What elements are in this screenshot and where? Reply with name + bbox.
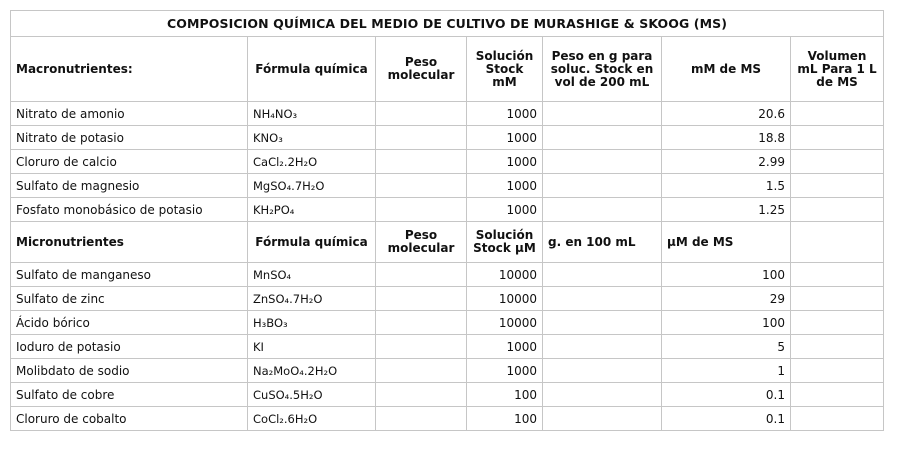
ms-concentration-value: 1 bbox=[662, 359, 791, 383]
table-row bbox=[11, 126, 884, 150]
header-micronutrients: Micronutrientes bbox=[11, 222, 248, 263]
stock-weight-cell bbox=[543, 126, 662, 150]
stock-weight-cell bbox=[543, 150, 662, 174]
molecular-weight-cell bbox=[376, 335, 467, 359]
molecular-weight-cell bbox=[376, 174, 467, 198]
molecular-weight-cell bbox=[376, 126, 467, 150]
ms-concentration-value: 18.8 bbox=[662, 126, 791, 150]
stock-solution-value: 100 bbox=[467, 383, 543, 407]
chemical-formula: CoCl₂.6H₂O bbox=[248, 407, 376, 431]
stock-solution-value: 100 bbox=[467, 407, 543, 431]
stock-weight-cell bbox=[543, 335, 662, 359]
volume-cell bbox=[791, 407, 884, 431]
volume-cell bbox=[791, 383, 884, 407]
ms-composition-table bbox=[10, 10, 884, 431]
stock-weight-cell bbox=[543, 311, 662, 335]
stock-weight-cell bbox=[543, 383, 662, 407]
macronutrients-header-row bbox=[11, 37, 884, 102]
molecular-weight-cell bbox=[376, 383, 467, 407]
molecular-weight-cell bbox=[376, 263, 467, 287]
stock-weight-cell bbox=[543, 287, 662, 311]
table-row bbox=[11, 198, 884, 222]
molecular-weight-cell bbox=[376, 150, 467, 174]
chemical-formula: KH₂PO₄ bbox=[248, 198, 376, 222]
compound-name: Nitrato de amonio bbox=[11, 102, 248, 126]
header-mm-of-ms: mM de MS bbox=[662, 37, 791, 102]
stock-solution-value: 10000 bbox=[467, 263, 543, 287]
stock-solution-value: 1000 bbox=[467, 174, 543, 198]
compound-name: Cloruro de calcio bbox=[11, 150, 248, 174]
chemical-formula: MgSO₄.7H₂O bbox=[248, 174, 376, 198]
header-volume-per-liter: Volumen mL Para 1 L de MS bbox=[791, 37, 884, 102]
ms-concentration-value: 0.1 bbox=[662, 383, 791, 407]
volume-cell bbox=[791, 359, 884, 383]
ms-concentration-value: 20.6 bbox=[662, 102, 791, 126]
chemical-formula: ZnSO₄.7H₂O bbox=[248, 287, 376, 311]
volume-cell bbox=[791, 102, 884, 126]
stock-weight-cell bbox=[543, 359, 662, 383]
header-um-of-ms: µM de MS bbox=[662, 222, 791, 263]
table-row bbox=[11, 174, 884, 198]
molecular-weight-cell bbox=[376, 311, 467, 335]
molecular-weight-cell bbox=[376, 287, 467, 311]
compound-name: Sulfato de magnesio bbox=[11, 174, 248, 198]
header-molecular-weight: Peso molecular bbox=[376, 37, 467, 102]
stock-solution-value: 1000 bbox=[467, 150, 543, 174]
stock-solution-value: 1000 bbox=[467, 359, 543, 383]
stock-weight-cell bbox=[543, 263, 662, 287]
micronutrients-header-row bbox=[11, 222, 884, 263]
stock-solution-value: 1000 bbox=[467, 198, 543, 222]
ms-concentration-value: 1.5 bbox=[662, 174, 791, 198]
stock-solution-value: 10000 bbox=[467, 311, 543, 335]
chemical-formula: NH₄NO₃ bbox=[248, 102, 376, 126]
ms-concentration-value: 100 bbox=[662, 263, 791, 287]
volume-cell bbox=[791, 311, 884, 335]
compound-name: Ácido bórico bbox=[11, 311, 248, 335]
stock-weight-cell bbox=[543, 407, 662, 431]
compound-name: Nitrato de potasio bbox=[11, 126, 248, 150]
ms-concentration-value: 0.1 bbox=[662, 407, 791, 431]
compound-name: Molibdato de sodio bbox=[11, 359, 248, 383]
volume-cell bbox=[791, 263, 884, 287]
molecular-weight-cell bbox=[376, 198, 467, 222]
molecular-weight-cell bbox=[376, 102, 467, 126]
ms-concentration-value: 29 bbox=[662, 287, 791, 311]
ms-concentration-value: 2.99 bbox=[662, 150, 791, 174]
ms-concentration-value: 1.25 bbox=[662, 198, 791, 222]
chemical-formula: H₃BO₃ bbox=[248, 311, 376, 335]
header-empty bbox=[791, 222, 884, 263]
chemical-formula: CaCl₂.2H₂O bbox=[248, 150, 376, 174]
molecular-weight-cell bbox=[376, 359, 467, 383]
stock-weight-cell bbox=[543, 102, 662, 126]
stock-solution-value: 10000 bbox=[467, 287, 543, 311]
table-row bbox=[11, 102, 884, 126]
volume-cell bbox=[791, 198, 884, 222]
header-molecular-weight: Peso molecular bbox=[376, 222, 467, 263]
compound-name: Sulfato de zinc bbox=[11, 287, 248, 311]
compound-name: Fosfato monobásico de potasio bbox=[11, 198, 248, 222]
table-row bbox=[11, 359, 884, 383]
ms-composition-table-container bbox=[10, 10, 884, 431]
header-stock-solution: Solución Stock mM bbox=[467, 37, 543, 102]
table-row bbox=[11, 287, 884, 311]
chemical-formula: Na₂MoO₄.2H₂O bbox=[248, 359, 376, 383]
table-row bbox=[11, 311, 884, 335]
title-row bbox=[11, 11, 884, 37]
ms-concentration-value: 100 bbox=[662, 311, 791, 335]
table-row bbox=[11, 383, 884, 407]
chemical-formula: KNO₃ bbox=[248, 126, 376, 150]
compound-name: Sulfato de cobre bbox=[11, 383, 248, 407]
compound-name: Cloruro de cobalto bbox=[11, 407, 248, 431]
header-chemical-formula: Fórmula química bbox=[248, 222, 376, 263]
ms-concentration-value: 5 bbox=[662, 335, 791, 359]
stock-weight-cell bbox=[543, 198, 662, 222]
volume-cell bbox=[791, 126, 884, 150]
stock-weight-cell bbox=[543, 174, 662, 198]
table-title: COMPOSICION QUÍMICA DEL MEDIO DE CULTIVO DE MURASHIGE & SKOOG (MS) bbox=[11, 11, 884, 37]
molecular-weight-cell bbox=[376, 407, 467, 431]
header-stock-solution: Solución Stock µM bbox=[467, 222, 543, 263]
chemical-formula: CuSO₄.5H₂O bbox=[248, 383, 376, 407]
chemical-formula: MnSO₄ bbox=[248, 263, 376, 287]
compound-name: Ioduro de potasio bbox=[11, 335, 248, 359]
volume-cell bbox=[791, 287, 884, 311]
volume-cell bbox=[791, 150, 884, 174]
table-row bbox=[11, 335, 884, 359]
header-chemical-formula: Fórmula química bbox=[248, 37, 376, 102]
header-grams-in-100ml: g. en 100 mL bbox=[543, 222, 662, 263]
compound-name: Sulfato de manganeso bbox=[11, 263, 248, 287]
stock-solution-value: 1000 bbox=[467, 102, 543, 126]
chemical-formula: KI bbox=[248, 335, 376, 359]
stock-solution-value: 1000 bbox=[467, 126, 543, 150]
header-weight-for-stock: Peso en g para soluc. Stock en vol de 200 mL bbox=[543, 37, 662, 102]
table-row bbox=[11, 263, 884, 287]
header-macronutrients: Macronutrientes: bbox=[11, 37, 248, 102]
table-row bbox=[11, 407, 884, 431]
table-row bbox=[11, 150, 884, 174]
volume-cell bbox=[791, 174, 884, 198]
stock-solution-value: 1000 bbox=[467, 335, 543, 359]
volume-cell bbox=[791, 335, 884, 359]
